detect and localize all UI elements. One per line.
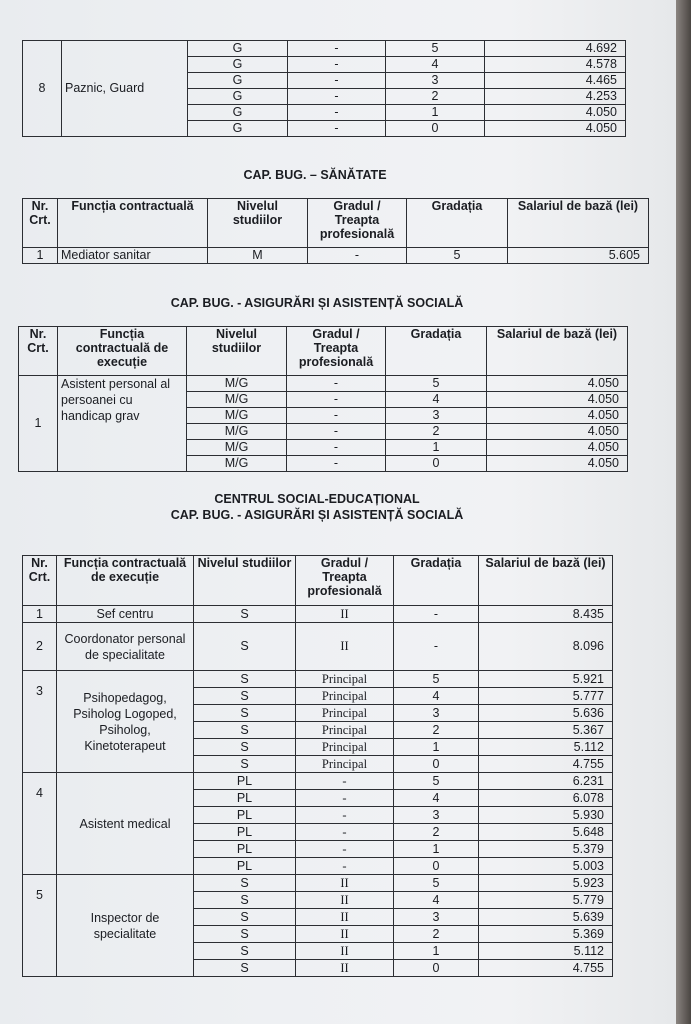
professional-grade: - [287, 456, 386, 472]
asistenta-salary-table [18, 326, 628, 472]
gradation: 3 [386, 73, 485, 89]
base-salary: 4.465 [485, 73, 626, 89]
table-row [23, 623, 613, 671]
header-gradation: Gradația [407, 199, 508, 248]
function-name: Paznic, Guard [62, 41, 188, 137]
gradation: 4 [386, 392, 487, 408]
gradation: - [394, 606, 479, 623]
professional-grade: - [288, 105, 386, 121]
base-salary: 4.050 [485, 105, 626, 121]
function-name: Asistent personal al persoanei cu handicap grav [58, 376, 187, 472]
professional-grade: II [296, 623, 394, 671]
professional-grade: - [287, 392, 386, 408]
base-salary: 5.648 [479, 824, 613, 841]
base-salary: 6.231 [479, 773, 613, 790]
studies-level: S [194, 705, 296, 722]
header-studies: Nivelul studiilor [194, 556, 296, 606]
base-salary: 5.777 [479, 688, 613, 705]
studies-level: PL [194, 807, 296, 824]
section-title-centru: CENTRUL SOCIAL-EDUCAȚIONAL [214, 492, 420, 506]
gradation: 2 [394, 926, 479, 943]
header-salary: Salariul de bază (lei) [487, 327, 628, 376]
professional-grade: - [288, 57, 386, 73]
gradation: 3 [386, 408, 487, 424]
base-salary: 4.253 [485, 89, 626, 105]
studies-level: S [194, 722, 296, 739]
header-studies: Nivelul studiilor [208, 199, 308, 248]
professional-grade: II [296, 892, 394, 909]
header-studies: Nivelul studiilor [187, 327, 287, 376]
base-salary: 4.692 [485, 41, 626, 57]
professional-grade: II [296, 943, 394, 960]
gradation: 0 [394, 858, 479, 875]
studies-level: M/G [187, 440, 287, 456]
function-name: Asistent medical [57, 773, 194, 875]
professional-grade: Principal [296, 722, 394, 739]
base-salary: 5.605 [508, 248, 649, 264]
professional-grade: - [287, 424, 386, 440]
studies-level: G [188, 41, 288, 57]
base-salary: 4.050 [487, 424, 628, 440]
table-row [23, 41, 626, 57]
studies-level: G [188, 57, 288, 73]
gradation: 5 [394, 773, 479, 790]
function-name: Coordonator personal de specialitate [57, 623, 194, 671]
base-salary: 5.930 [479, 807, 613, 824]
header-salary: Salariul de bază (lei) [479, 556, 613, 606]
gradation: 1 [394, 841, 479, 858]
base-salary: 5.779 [479, 892, 613, 909]
studies-level: S [194, 739, 296, 756]
gradation: 2 [386, 89, 485, 105]
professional-grade: - [288, 73, 386, 89]
gradation: 5 [386, 41, 485, 57]
professional-grade: Principal [296, 756, 394, 773]
base-salary: 5.379 [479, 841, 613, 858]
gradation: 5 [394, 671, 479, 688]
base-salary: 4.755 [479, 756, 613, 773]
row-number: 1 [23, 606, 57, 623]
studies-level: M [208, 248, 308, 264]
function-name: Inspector de specialitate [57, 875, 194, 977]
professional-grade: - [288, 121, 386, 137]
row-number: 1 [23, 248, 58, 264]
base-salary: 5.112 [479, 739, 613, 756]
header-function: Funcția contractuală de execuție [57, 556, 194, 606]
table-row [19, 376, 628, 392]
studies-level: G [188, 105, 288, 121]
gradation: 2 [386, 424, 487, 440]
gradation: 0 [394, 960, 479, 977]
table-row [23, 671, 613, 688]
page-edge-shadow [676, 0, 691, 1024]
sanatate-salary-table [22, 198, 649, 264]
gradation: 3 [394, 807, 479, 824]
studies-level: M/G [187, 408, 287, 424]
studies-level: G [188, 89, 288, 105]
professional-grade: Principal [296, 739, 394, 756]
gradation: 1 [394, 739, 479, 756]
base-salary: 5.639 [479, 909, 613, 926]
studies-level: M/G [187, 424, 287, 440]
gradation: 4 [386, 57, 485, 73]
base-salary: 8.435 [479, 606, 613, 623]
gradation: 5 [407, 248, 508, 264]
function-name: Mediator sanitar [58, 248, 208, 264]
gradation: 4 [394, 790, 479, 807]
base-salary: 5.369 [479, 926, 613, 943]
professional-grade: Principal [296, 705, 394, 722]
studies-level: G [188, 121, 288, 137]
row-number: 4 [23, 773, 57, 875]
section-subtitle-centru: CAP. BUG. - ASIGURĂRI ȘI ASISTENȚĂ SOCIALĂ [170, 508, 464, 522]
header-function: Funcția contractuală de execuție [58, 327, 187, 376]
gradation: 5 [386, 376, 487, 392]
gradation: 2 [394, 722, 479, 739]
base-salary: 5.636 [479, 705, 613, 722]
professional-grade: - [296, 824, 394, 841]
studies-level: PL [194, 841, 296, 858]
studies-level: S [194, 943, 296, 960]
professional-grade: - [288, 89, 386, 105]
gradation: 0 [386, 456, 487, 472]
professional-grade: - [308, 248, 407, 264]
professional-grade: - [296, 807, 394, 824]
base-salary: 4.050 [485, 121, 626, 137]
studies-level: S [194, 756, 296, 773]
studies-level: M/G [187, 456, 287, 472]
base-salary: 4.050 [487, 440, 628, 456]
base-salary: 8.096 [479, 623, 613, 671]
base-salary: 5.921 [479, 671, 613, 688]
gradation: 3 [394, 705, 479, 722]
function-name: Psihopedagog, Psiholog Logoped, Psiholog, Kinetoterapeut [57, 671, 194, 773]
table-header-row [19, 327, 628, 376]
header-grade: Gradul / Treapta profesională [308, 199, 407, 248]
studies-level: PL [194, 824, 296, 841]
header-nr: Nr. Crt. [23, 556, 57, 606]
professional-grade: Principal [296, 688, 394, 705]
header-gradation: Gradația [386, 327, 487, 376]
function-name: Sef centru [57, 606, 194, 623]
studies-level: PL [194, 790, 296, 807]
studies-level: S [194, 875, 296, 892]
guard-salary-table [22, 40, 626, 137]
studies-level: S [194, 909, 296, 926]
studies-level: M/G [187, 376, 287, 392]
gradation: 0 [394, 756, 479, 773]
base-salary: 4.050 [487, 408, 628, 424]
header-salary: Salariul de bază (lei) [508, 199, 649, 248]
base-salary: 6.078 [479, 790, 613, 807]
professional-grade: - [296, 790, 394, 807]
studies-level: PL [194, 773, 296, 790]
header-grade: Gradul / Treapta profesională [296, 556, 394, 606]
header-function: Funcția contractuală [58, 199, 208, 248]
studies-level: S [194, 606, 296, 623]
professional-grade: - [288, 41, 386, 57]
professional-grade: - [287, 440, 386, 456]
professional-grade: - [296, 858, 394, 875]
table-row [23, 248, 649, 264]
base-salary: 5.923 [479, 875, 613, 892]
table-header-row [23, 199, 649, 248]
base-salary: 4.755 [479, 960, 613, 977]
row-number: 5 [23, 875, 57, 977]
section-title-asistenta: CAP. BUG. - ASIGURĂRI ȘI ASISTENȚĂ SOCIALĂ [170, 296, 464, 310]
base-salary: 5.112 [479, 943, 613, 960]
professional-grade: - [287, 376, 386, 392]
gradation: 4 [394, 892, 479, 909]
gradation: 2 [394, 824, 479, 841]
row-number: 3 [23, 671, 57, 773]
header-nr: Nr. Crt. [23, 199, 58, 248]
base-salary: 4.050 [487, 376, 628, 392]
gradation: 1 [386, 105, 485, 121]
gradation: 5 [394, 875, 479, 892]
studies-level: PL [194, 858, 296, 875]
gradation: 3 [394, 909, 479, 926]
header-gradation: Gradația [394, 556, 479, 606]
professional-grade: - [296, 841, 394, 858]
base-salary: 5.367 [479, 722, 613, 739]
gradation: 1 [394, 943, 479, 960]
professional-grade: II [296, 875, 394, 892]
studies-level: S [194, 926, 296, 943]
professional-grade: II [296, 926, 394, 943]
gradation: 4 [394, 688, 479, 705]
gradation: 1 [386, 440, 487, 456]
centru-salary-table [22, 555, 613, 977]
studies-level: S [194, 892, 296, 909]
row-number: 2 [23, 623, 57, 671]
studies-level: G [188, 73, 288, 89]
header-grade: Gradul / Treapta profesională [287, 327, 386, 376]
base-salary: 4.050 [487, 392, 628, 408]
section-title-sanatate: CAP. BUG. – SĂNĂTATE [243, 168, 387, 182]
row-number: 1 [19, 376, 58, 472]
studies-level: S [194, 688, 296, 705]
studies-level: S [194, 960, 296, 977]
studies-level: S [194, 623, 296, 671]
professional-grade: II [296, 909, 394, 926]
table-header-row [23, 556, 613, 606]
studies-level: M/G [187, 392, 287, 408]
table-row [23, 606, 613, 623]
professional-grade: - [296, 773, 394, 790]
professional-grade: II [296, 960, 394, 977]
professional-grade: - [287, 408, 386, 424]
row-number: 8 [23, 41, 62, 137]
studies-level: S [194, 671, 296, 688]
professional-grade: II [296, 606, 394, 623]
base-salary: 4.578 [485, 57, 626, 73]
base-salary: 5.003 [479, 858, 613, 875]
header-nr: Nr. Crt. [19, 327, 58, 376]
gradation: 0 [386, 121, 485, 137]
professional-grade: Principal [296, 671, 394, 688]
table-row [23, 875, 613, 892]
base-salary: 4.050 [487, 456, 628, 472]
gradation: - [394, 623, 479, 671]
table-row [23, 773, 613, 790]
